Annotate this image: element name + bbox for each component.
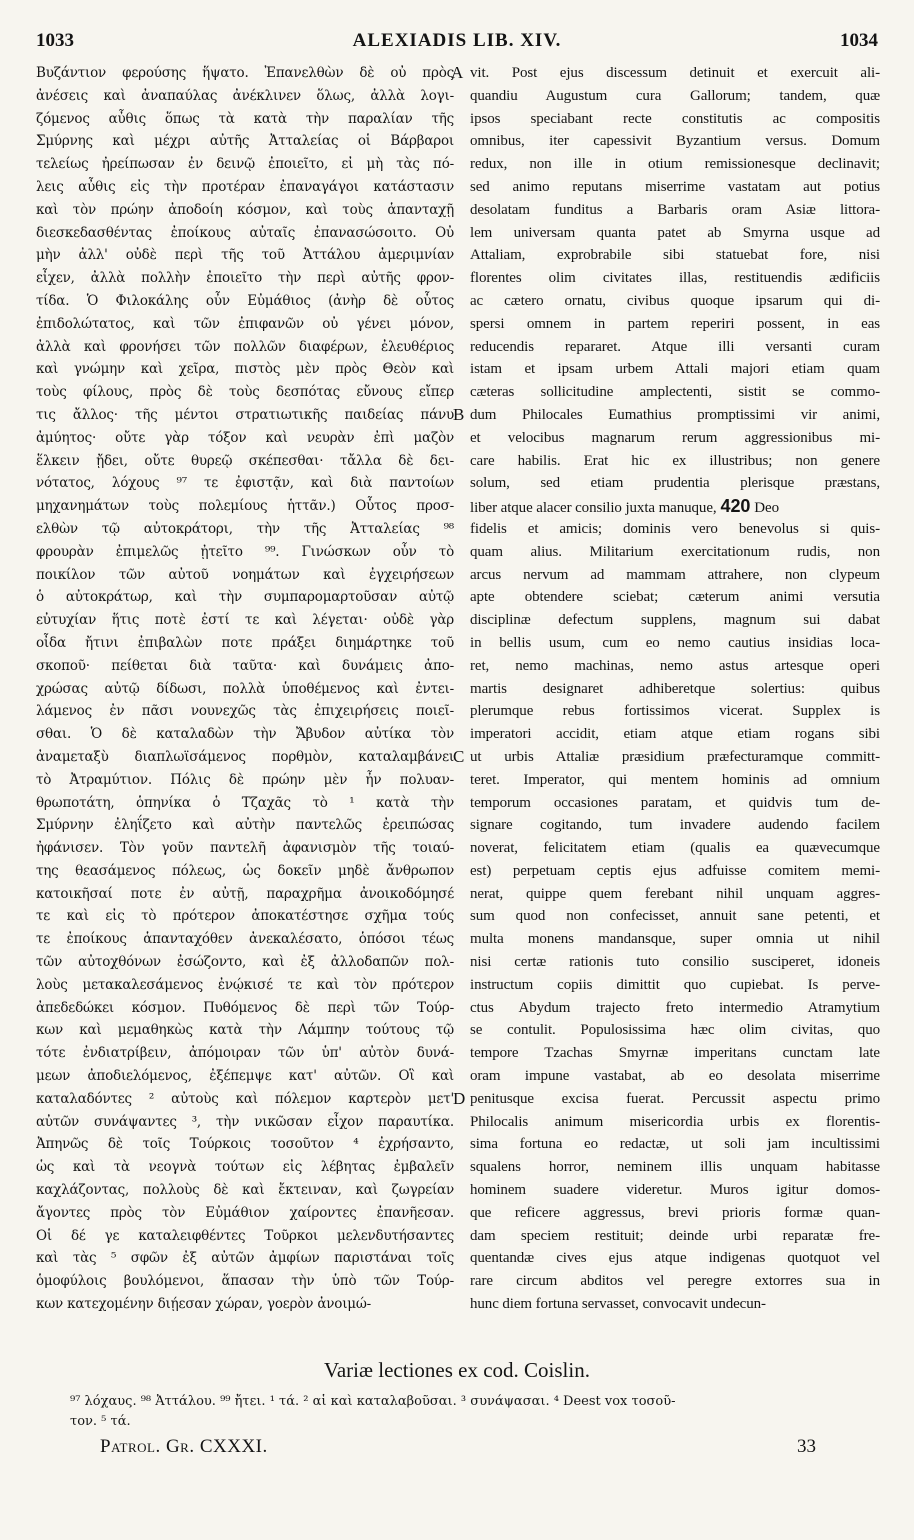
latin-text-line: dum Philocales Eumathius promptissimi vir animi, — [470, 406, 880, 423]
column-number-tail: Deo — [754, 500, 779, 517]
greek-text-line: τελείως ἠρείπωσαν ἐν δεινῷ ἐποιεῖτο, εἰ μὴ τὰς πό- — [36, 156, 454, 173]
latin-text-line: ret, nemo machinas, nemo astus artesque operi — [470, 657, 880, 674]
greek-text-line: λοὺς μετακαλεσάμενος ἐνῴκισέ τε καὶ τὸν πρότερον — [36, 976, 454, 993]
latin-text-line: est) perpetuam ceptis ejus adfuisse comitem memi- — [470, 862, 880, 879]
greek-text-line: σκοποῦ· πείθεται διὰ ταῦτα· καὶ δυνάμεις ἀπο- — [36, 657, 454, 674]
greek-text-line: χρώσας αὐτῷ δίδωσι, πολλὰ ὑποθέμενος καὶ ἐντει- — [36, 680, 454, 697]
latin-text-line: squalens horror, neminem illis unquam habitasse — [470, 1159, 880, 1176]
greek-text-line: Βυζάντιον φερούσης ἥψατο. Ἐπανελθὼν δὲ οὐ πρὸς — [36, 65, 454, 81]
greek-text-line: τε ἐποίκους ἁπανταχόθεν ἀνεκαλέσατο, ὁπόσοι τέως — [36, 931, 454, 948]
greek-text-line: λάμενος ἐν πᾶσι νουνεχῶς τὰς ἐπιχειρήσεις ποιεῖ- — [36, 703, 454, 720]
greek-text-line: καταλαδόντες ² αὐτοὺς καὶ πόλεμον καρτερὸν μετ' — [36, 1090, 454, 1107]
variant-notes — [70, 1392, 878, 1432]
greek-text-line: μὴν ἀλλ' οὐδὲ περὶ τῆς τοῦ Ἀττάλου ἀμεριμνίαν — [36, 247, 454, 264]
section-marker-c: C — [453, 747, 465, 766]
greek-text-line: τότε ἐνδιατρίβειν, ἀπόμοιραν τῶν ὑπ' αὐτὸν δυνά- — [36, 1045, 454, 1062]
latin-text-line: temporum occasiones paratam, et quidvis tum de- — [470, 794, 880, 811]
greek-text-line: ελθὼν τῷ αὐτοκράτορι, τὴν τῆς Ἀτταλείας ⁹⁸ — [36, 520, 454, 537]
greek-text-line: κων καὶ μεμαθηκὼς κατὰ τὴν Λάμπην τούτους τῷ — [36, 1022, 454, 1039]
greek-text-line: τὸ Ἀτραμύτιον. Πόλις δὲ πρώην μὲν ἦν πολυαν- — [36, 771, 454, 788]
latin-text-line: redux, non ille in otium remissionesque declinavit; — [470, 156, 880, 173]
greek-text-line: ἀπεδεδώκει κόσμον. Πυθόμενος δὲ περὶ τῶν Τούρ- — [36, 999, 454, 1016]
greek-text-line: ποικίλον τῶν αὐτοῦ νοημάτων καὶ ἐγχειρήσεων — [36, 566, 454, 583]
signature-number: 33 — [797, 1436, 816, 1457]
latin-text-line: disciplinæ defectum supplens, magnum sui dabat — [470, 612, 880, 629]
greek-text-line: εἶχεν, ἀλλὰ πολλὴν ἐποιεῖτο τὴν περὶ αὐτῆς φρον- — [36, 270, 454, 287]
greek-text-line: μεων ἀποδιελόμενος, ἐξέπεμψε κατ' αὐτῶν. Οἳ καὶ — [36, 1068, 454, 1085]
latin-text-line: sum quod non confecisset, annuit sane petenti, et — [470, 908, 880, 925]
variant-notes-line: τον. ⁵ τά. — [70, 1414, 131, 1429]
greek-text-line: ἀνέσεις καὶ ἀναπαύλας ἀνέκλινεν ὅλως, ἀλλὰ λογι- — [36, 87, 454, 104]
greek-text-line: εὐτυχίαν ἥτις ποτὲ ἐστί τε καὶ λέγεται· οὐδὲ γὰρ — [36, 612, 454, 629]
latin-text-line: plerumque rebus fortissimos vicerat. Supplex is — [470, 703, 880, 720]
page-footer — [100, 1436, 816, 1464]
greek-text-line: καὶ γνώμην καὶ χεῖρα, πιστὸς μὲν πρὸς Θεὸν καὶ — [36, 361, 454, 378]
latin-text-line: fidelis et amicis; dominis vero benevolus si quis- — [470, 520, 880, 537]
greek-text-line: τις ἄλλος· τῆς μέντοι στρατιωτικῆς παιδείας πάνυ — [36, 406, 454, 423]
latin-text-line: cæteras sollicitudine amplectenti, sistit se commo- — [470, 384, 880, 401]
greek-text-line: ἄγοντες πρὸς τὸν Εὐμάθιον χαίροντες ἐπανῆεσαν. — [36, 1204, 454, 1221]
latin-text-line: quam alius. Militarium exercitationum rudis, non — [470, 543, 880, 560]
greek-text-line: Σμύρνην ἐληΐζετο καὶ αὐτὴν παντελῶς ἐρειπώσας — [36, 817, 454, 834]
greek-text-line: καχλάζοντας, πολλοὺς δὲ καὶ ἔκτειναν, καὶ ζωγρείαν — [36, 1182, 454, 1199]
page-number-left: 1033 — [36, 30, 74, 51]
running-title: ALEXIADIS LIB. XIV. — [352, 30, 562, 51]
latin-text-line: multa monens mandansque, super omnia ut nihil — [470, 931, 880, 948]
latin-text-line: que reficere aggressus, brevi prioris formæ quan- — [470, 1204, 880, 1221]
greek-text-line: φρουρὰν ἐπιμελῶς ᾐτεῖτο ⁹⁹. Γινώσκων οὖν τὸ — [36, 543, 454, 560]
greek-text-line: αὐτῶν συνάψαντες ³, τὴν νικῶσαν εἶχον παραυτίκα. — [36, 1113, 454, 1130]
variae-lectiones-heading: Variæ lectiones ex cod. Coislin. — [324, 1358, 590, 1382]
latin-text-line: reducendis repararet. Atque illi versanti curam — [470, 338, 880, 355]
latin-text-line: vit. Post ejus discessum detinuit et exercuit ali- — [470, 65, 880, 81]
greek-text-line: της θεασάμενος πόλεως, ὡς δοκεῖν μηδὲ ἄνθρωπον — [36, 862, 454, 879]
running-header — [36, 30, 878, 60]
greek-text-line: ἕλκειν ᾔδει, οὔτε θυρεῷ σκέπεσθαι· τἄλλα δὲ δει- — [36, 452, 454, 469]
greek-text-line: καὶ τὰς ⁵ σφῶν ἐξ αὐτῶν ἀμφίων παριστάναι τοῖς — [36, 1250, 454, 1267]
latin-column — [470, 62, 880, 1316]
greek-text-line: νότατος, λόχους ⁹⁷ τε ἐφιστᾷν, καὶ διὰ παντοίων — [36, 475, 454, 492]
latin-text-line: lem universam quanta patet ab Smyrna usque ad — [470, 224, 880, 241]
page-number-right: 1034 — [840, 30, 878, 51]
latin-text-line: sima fortuna eo redactæ, ut soli jam incultissimi — [470, 1136, 880, 1153]
latin-text-line: nerat, quippe quem ferebant nihil unquam aggres- — [470, 885, 880, 902]
latin-text-line: apte obtendere sciebat; cæterum animi versutia — [470, 589, 880, 606]
latin-text-line: spersi omnem in partem reperiri possent, in eas — [470, 315, 880, 332]
latin-text-line: hominem suadere videretur. Muros igitur domos- — [470, 1182, 880, 1199]
latin-text-line: teret. Imperator, qui mentem hominis ad omnium — [470, 771, 880, 788]
greek-text-line: οἶδα ἤτινι ἐπιβαλὼν ποτε πράξει διημάρτηκε τοῦ — [36, 634, 454, 651]
latin-text-line: quentandæ cives ejus atque indigenas quotquot vel — [470, 1250, 880, 1267]
latin-text-line: dam speciem restituit; deinde urbi reparatæ fre- — [470, 1227, 880, 1244]
column-number: 420 — [720, 496, 751, 517]
latin-text-line: arcus nervum ad mammam attrahere, non clypeum — [470, 566, 880, 583]
greek-text-line: ὁ αὐτοκράτωρ, καὶ τὴν συμπαρομαρτοῦσαν αὐτῷ — [36, 589, 454, 606]
greek-text-line: σθαι. Ὁ δὲ καταλαδὼν τὴν Ἄβυδον αὐτίκα τὸν — [36, 726, 454, 743]
greek-text-line: τε καὶ εἰς τὸ πρότερον ἀποκατέστησε σχῆμα τούς — [36, 908, 454, 925]
latin-text-line: nisi certæ rationis tuto consilio susciperet, idoneis — [470, 954, 880, 971]
greek-text-line: ἀλλὰ καὶ φρονήσει τῶν πολλῶν διαφέρων, ἐλευθέριος — [36, 338, 454, 355]
greek-text-line: μηχανημάτων τοὺς πολεμίους ἡττᾶν.) Οὗτος προσ- — [36, 498, 454, 515]
latin-text-line: imperatori accidit, etiam atque etiam rogans sibi — [470, 726, 880, 743]
section-marker-d: D — [453, 1089, 466, 1108]
latin-text-line: Attaliam, exprobrabile sibi statuebat fore, nisi — [470, 247, 880, 264]
latin-text-line: penitusque excisa fuerat. Percussit aspectu primo — [470, 1090, 880, 1107]
greek-text-line: τῶν αὐτοχθόνων ἐσώζοντο, καὶ ἐξ ἀλλοδαπῶν πολ- — [36, 954, 454, 971]
greek-text-line: λεις αὖθις εἰς τὴν προτέραν ἐπαναγάγοι κατάστασιν — [36, 178, 454, 195]
greek-text-line: ὡς καὶ τὰ νεογνὰ τούτων εἰς λέβητας ἐμβαλεῖν — [36, 1159, 454, 1176]
latin-text-line: ipsos speciabant recte constitutis ac compositis — [470, 110, 880, 127]
latin-text-line: istam et ipsam urbem Attali majori etiam quam — [470, 361, 880, 378]
latin-text-line: hunc diem fortuna servasset, convocavit undecun- — [470, 1296, 766, 1313]
latin-text-line: ctus Abydum trajecto freto intermedio Atramytium — [470, 999, 880, 1016]
latin-text-line: sed animo reputans miserrime vastatam aut potius — [470, 178, 880, 195]
latin-text-line: martis designaret adhiberetque solertius: quibus — [470, 680, 880, 697]
latin-text-line: solum, sed etiam prudentia plerisque præstans, — [470, 475, 880, 492]
latin-text-line: omnibus, iter capessivit Byzantium versus. Domum — [470, 133, 880, 150]
latin-text-line: liber atque alacer consilio juxta manuque, 420 Deo — [470, 496, 779, 517]
greek-text-line: ἀμύητος· οὔτε γὰρ τόξον καὶ νευρὰν ἐπὶ μαζὸν — [36, 429, 454, 446]
greek-text-line: ὁμοφύλοις βουλόμενοι, ἅπασαν τὴν ὑπὸ τῶν Τούρ- — [36, 1273, 454, 1290]
greek-text-line: ζόμενος αὖθις ὅπως τὰ κατὰ τὴν παραλίαν τῆς — [36, 110, 454, 127]
greek-text-line: καὶ τὸν πρώην ἀποδοίη κόσμον, καὶ τοὺς ἁπανταχῇ — [36, 201, 454, 218]
latin-text-line: Philocalis animum misericordia urbis ex florentis- — [470, 1113, 880, 1130]
greek-text-line: κατοικῆσαί ποτε ἐν αὐτῇ, παραχρῆμα ἀνοικοδόμησέ — [36, 885, 454, 902]
greek-text-line: ἠφάνισεν. Τὸν γοῦν παντελῆ ἀφανισμὸν τῆς τοιαύ- — [36, 840, 454, 857]
latin-text-line: se contulit. Populosissima hæc olim civitas, quo — [470, 1022, 880, 1039]
latin-text-line: signare cogitando, tum invadere audendo facilem — [470, 817, 880, 834]
latin-text-line: rare circum abditos vel peregre extorres sua in — [470, 1273, 880, 1290]
latin-text-line: oram impune vastabat, ab eo desolata miserrime — [470, 1068, 880, 1085]
volume-signature: Patrol. Gr. CXXXI. — [100, 1436, 268, 1457]
greek-text-line: Ἀπηνῶς δὲ τοῖς Τούρκοις τοσοῦτον ⁴ ἐχρήσαντο, — [36, 1136, 454, 1153]
greek-column — [36, 62, 454, 1316]
latin-text-line: instructum copiis dimittit quo cupiebat. Is perve- — [470, 976, 880, 993]
latin-text-line: florentes olim civitates illas, restituendis ædificiis — [470, 270, 880, 287]
greek-text-line: ἀναμεταξὺ διαπλωϊσάμενος πορθμὸν, καταλαμβάνει — [36, 748, 454, 765]
latin-text-line: ut urbis Attaliæ præsidium præfecturamque committ- — [470, 748, 880, 765]
greek-text-line: θρωποτάτη, ὁπηνίκα ὁ Τζαχᾶς τὸ ¹ κατὰ τὴν — [36, 794, 454, 811]
greek-text-line: κων κατεχομένην διῄεσαν χώραν, γοερὸν ἀνοιμώ- — [36, 1296, 372, 1313]
latin-text-line: in bellis usum, cum eo nemo cautius insidias loca- — [470, 634, 880, 651]
greek-text-line: τίδα. Ὁ Φιλοκάλης οὖν Εὐμάθιος (ἀνὴρ δὲ οὗτος — [36, 292, 454, 309]
greek-text-line: Οἱ δέ γε καταλειφθέντες Τοῦρκοι μελενδυτήσαντες — [36, 1227, 454, 1244]
variant-notes-line: ⁹⁷ λόχαυς. ⁹⁸ Ἀττάλου. ⁹⁹ ἤτει. ¹ τά. ² αἱ καὶ καταλαβοῦσαι. ³ συνάψασαι. ⁴ Deest vox τοσοῦ- — [70, 1394, 676, 1409]
greek-text-line: Σμύρνης καὶ μέχρι αὐτῆς Ἀτταλείας οἱ Βάρβαροι — [36, 133, 454, 150]
latin-text-line: quandiu Augustum cura Gallorum; tandem, quæ — [470, 87, 880, 104]
greek-text-line: τοὺς φίλους, πρὸς δὲ τοὺς δεσπότας εὔνους εἴπερ — [36, 384, 454, 401]
section-marker-b: B — [453, 405, 465, 424]
latin-text-line: tempore Tzachas Smyrnæ imperitans cunctam late — [470, 1045, 880, 1062]
greek-text-line: διεσκεδασθέντας ἐποίκους αὐταῖς ἐπανασώσοιτο. Οὐ — [36, 224, 454, 241]
latin-text-line: noverat, felicitatem etiam (qualis ea quævecumque — [470, 840, 880, 857]
latin-text-line: ac cætero ornatu, civibus quoque ipsarum qui di- — [470, 292, 880, 309]
latin-text-line: et velocibus magnarum rerum aggressionibus mi- — [470, 429, 880, 446]
greek-text-line: ἐπιδολώτατος, καὶ τῶν ἐπιφανῶν οὐ γένει μόνον, — [36, 315, 454, 332]
latin-text-line: care habilis. Erat hic ex illustribus; non genere — [470, 452, 880, 469]
latin-text-line: desolatam funditus a Barbaris oram Asiæ littora- — [470, 201, 880, 218]
section-marker-a: A — [451, 63, 464, 82]
